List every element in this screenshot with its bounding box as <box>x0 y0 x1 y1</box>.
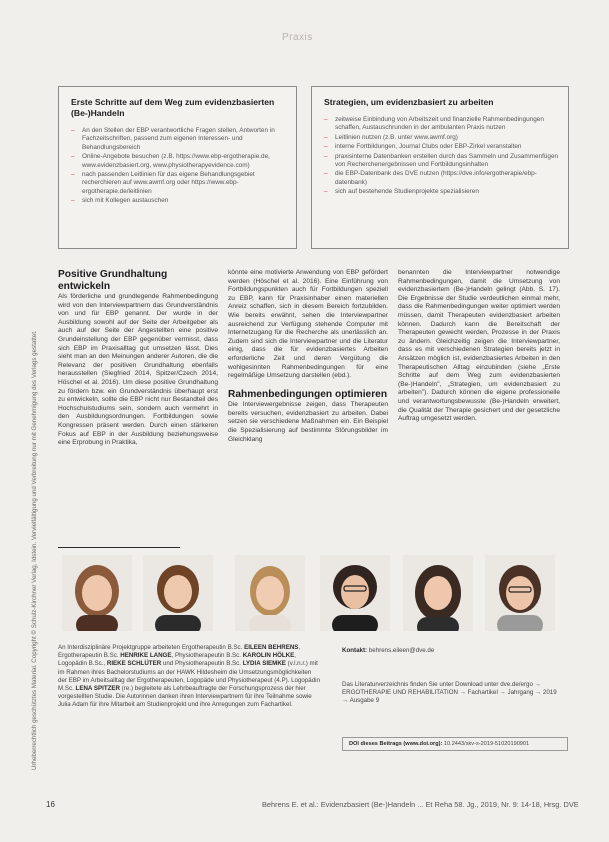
article-column-2 <box>228 269 388 444</box>
strategies-box <box>311 86 569 249</box>
author-name: RIEKE SCHLÜTER <box>106 660 162 668</box>
article-column-3 <box>398 269 560 424</box>
author-name: KAROLIN HÖLKE <box>242 652 295 660</box>
body-paragraph: könnte eine motivierte Anwendung von EBP gefördert werden (Höschel et al. 2016). Eine Einführung von Fortbildungspunkten auch für Fortbildungen speziell zu EBP, kann für Praxisinhaber einen materiellen Anreiz schaffen, sich in diesem Bereich fortzubilden. Wie bereits erwähnt, sehen die Interviewpartner ausreichend zur Verfügung stehende Computer mit Internetzugang für die Recherche als unerlässlich an. Zudem sind sich die Interviewpartner und die Literatur einig, dass die für evidenzbasiertes Arbeiten erforderliche Zeit und deren Vergütung die wohlgesinnten Rahmenbedingungen für eine regelmäßige Umsetzung darstellen (ebd.). <box>228 269 388 380</box>
doi-label: DOI dieses Beitrags (www.doi.org): <box>349 741 443 747</box>
author-photo-schlueter <box>320 555 390 631</box>
first-steps-box <box>58 86 297 249</box>
copyright-text: Urheberrechtlich geschütztes Material. Copyright © Schulz-Kirchner Verlag, Idstein. Vervielfältigung und Verbreitung nur mit Genehmigung des Verlags gestattet. <box>31 330 38 770</box>
list-item: – Online-Angebote besuchen (z.B. https://www.ebp-ergotherapie.de, www.evidenzbasiert.org, www.physiotherapyevidence.com) <box>71 153 287 170</box>
portrait-graphic <box>403 555 473 631</box>
bio-intro: An Interdisziplinäre Projektgruppe arbeiteten Ergotherapeutin B.Sc. <box>58 644 243 651</box>
list-item: – sich auf bestehende Studienprojekte spezialisieren <box>324 188 559 196</box>
first-steps-list <box>71 127 287 206</box>
list-item: – Leitlinien nutzen (z.B. unter www.awmf.org) <box>324 134 559 142</box>
page-number: 16 <box>46 800 55 809</box>
author-bio <box>58 644 320 710</box>
portrait-graphic <box>62 555 132 631</box>
doi-value[interactable]: 10.2443/skv-s-2019-51020190901 <box>443 741 530 747</box>
author-name: LYDIA SIEMKE <box>242 660 286 668</box>
body-paragraph: benannten die Interviewpartner notwendige Rahmenbedingungen, damit die Umsetzung von evidenzbasiertem (Be-)Handeln gelingt (Abb. S. 17). Die Ergebnisse der Studie verdeutlichen einmal mehr, dass die Rahmenbedingungen weiter optimiert werden müssen, damit Therapeuten evidenzbasiert arbeiten können. Dadurch kann die Bereitschaft der Therapeuten gewecht werden, Prozesse in der Praxis zu ändern. Gleichzeitig zeigen die Interviewpartner, dass es mit verschiedenen Strategien bereits jetzt in Ansätzen möglich ist, evidenzbasiertes Arbeiten in den Therapeutischen Alltag einzubinden (siehe „Erste Schritte auf dem Weg zum evidenzbasierten (Be-)Handeln", „Strategien, um evidenzbasiert zu arbeiten"). Dadurch können die eigene professionelle und verantwortungsbewusste (Be-)Handeln erweitert, die Qualität der Therapie gesichert und der gesetzliche Auftrag umgesetzt werden. <box>398 269 560 423</box>
heading-optimize-conditions: Rahmenbedingungen optimieren <box>228 388 388 400</box>
portrait-graphic <box>235 555 305 631</box>
strategies-title: Strategien, um evidenzbasiert zu arbeiten <box>324 97 494 107</box>
author-role: (re.) begleitete als Lehrbeauftragte der Forschungsprozess der hier vorgestellten Studie. Die Autorinnen danken ihren Interviewpartnern für ihre Teilnahme sowie Julia Adam für ihre Mitarbeit am Studienprojekt und ihre Anregungen zum Fachartikel. <box>58 685 312 709</box>
strategies-list <box>324 116 559 197</box>
doi-box <box>342 737 568 751</box>
section-label: Praxis <box>282 32 313 43</box>
author-role: und Physiotherapeutin B.Sc. <box>161 660 243 668</box>
portrait-graphic <box>143 555 213 631</box>
author-role: (v.l.n.r.) mit im Rahmen ihres Bachelorstudiums an der HAWK Hildesheim die Umsetzungsmöglichkeiten der EBP im Arbeitsalltag der Ergotherapeuten, Logopäde und Physiotherapeut (4.P). Logopädin M.Sc. <box>58 660 321 693</box>
list-item: – An den Stellen der EBP verantwortliche Fragen stellen, Antworten in Fachzeitschriften, passend zum eigenen Interessen- und Behandlungsbereich <box>71 127 287 152</box>
author-photo-lange <box>143 555 213 631</box>
author-name: HENRIKE LANGE <box>120 652 172 660</box>
heading-positive-attitude: Positive Grundhaltung entwickeln <box>58 269 168 292</box>
contact-info <box>342 647 562 655</box>
list-item: – zeitweise Einbindung von Arbeitszeit und finanzielle Rahmenbedingungen schaffen, Austauschrunden in der ambulanten Praxis nutzen <box>324 116 559 133</box>
article-column-1 <box>58 269 218 448</box>
portrait-graphic <box>320 555 390 631</box>
author-name: LENA SPITZER <box>75 685 121 693</box>
list-item: – sich mit Kollegen austauschen <box>71 197 287 205</box>
author-photo-hoelke <box>235 555 305 631</box>
author-photo-spitzer <box>485 555 555 631</box>
portrait-graphic <box>485 555 555 631</box>
author-photo-behrens <box>62 555 132 631</box>
body-paragraph: Die Interviewergebnisse zeigen, dass Therapeuten bereits versuchen, evidenzbasiert zu arbeiten. Dabei setzen sie verschiedene Maßnahmen ein. Ein Beispiel die Spezialisierung auf bestimmte Störungsbilder im Gleichklang <box>228 401 388 443</box>
author-name: EILEEN BEHRENS <box>244 644 299 651</box>
first-steps-title: Erste Schritte auf dem Weg zum evidenzbasierten (Be-)Handeln <box>71 97 275 118</box>
author-role: , Ergotherapeutin B.Sc. <box>58 644 301 660</box>
copyright-sidebar <box>28 40 42 770</box>
author-role: , Logopädin B.Sc., <box>58 652 296 668</box>
divider <box>58 547 180 548</box>
contact-email[interactable]: behrens.eileen@dve.de <box>368 647 435 654</box>
list-item: – nach passenden Leitlinien für das eigene Behandlungsgebiet recherchieren auf www.awmf.org oder https://www.ebp-ergotherapie.de/leitlinien <box>71 171 287 196</box>
footer-citation: Behrens E. et al.: Evidenzbasiert (Be-)Handeln ... Et Reha 58. Jg., 2019, Nr. 9: 14-18, Hrsg. DVE <box>262 800 579 809</box>
author-role: , Physiotherapeutin B.Sc. <box>171 652 243 660</box>
body-paragraph: Als förderliche und grundlegende Rahmenbedingung wird von den Interviewpartnern das Grundverständnis von und für EBP genannt. Der wurde in der Ausbildung sowohl auf der Seite der Arbeitgeber als auch auf der Seite der Angestellten eine positive Grundeinstellung der EBP gegenüber vermisst, dass sich EBP im Praxisalltag gut umsetzen lässt. Dies sieht man an den Meinungen anderer Autoren, die die Relevanz der positiven Grundhaltung ebenfalls herausstellen (Siegfried 2014, Spitzer/Czech 2014, Höschel et al. 2016). Um diese positive Grundhaltung zu fördern bzw. ein Grundverständnis überhaupt erst zu entwickeln, sollte die EBP nicht nur Bestandteil des Hochschulstudiums sein, sondern auch vermehrt in den Ausbildungsordnungen. Fortbildungen sowie Kongressen präsent werden. Durch einen stärkeren Fokus auf EBP in der Ausbildung beziehungsweise eine Erprobung in Praktika, <box>58 293 218 447</box>
list-item: – interne Fortbildungen, Journal Clubs oder EBP-Zirkel veranstalten <box>324 143 559 151</box>
contact-label: Kontakt: <box>342 647 368 654</box>
author-photo-siemke <box>403 555 473 631</box>
list-item: – die EBP-Datenbank des DVE nutzen (https://dve.info/ergotherapie/ebp-datenbank) <box>324 170 559 187</box>
literature-note: Das Literaturverzeichnis finden Sie unter Download unter dve.de/ergo → ERGOTHERAPIE UND REHABILITATION → Fachartikel → Jahrgang → 2019 → Ausgabe 9 <box>342 681 557 705</box>
list-item: – praxisinterne Datenbanken erstellen durch das Sammeln und Zusammenfügen von Recherchenergebnissen und Fortbildungsinhalten <box>324 153 559 170</box>
